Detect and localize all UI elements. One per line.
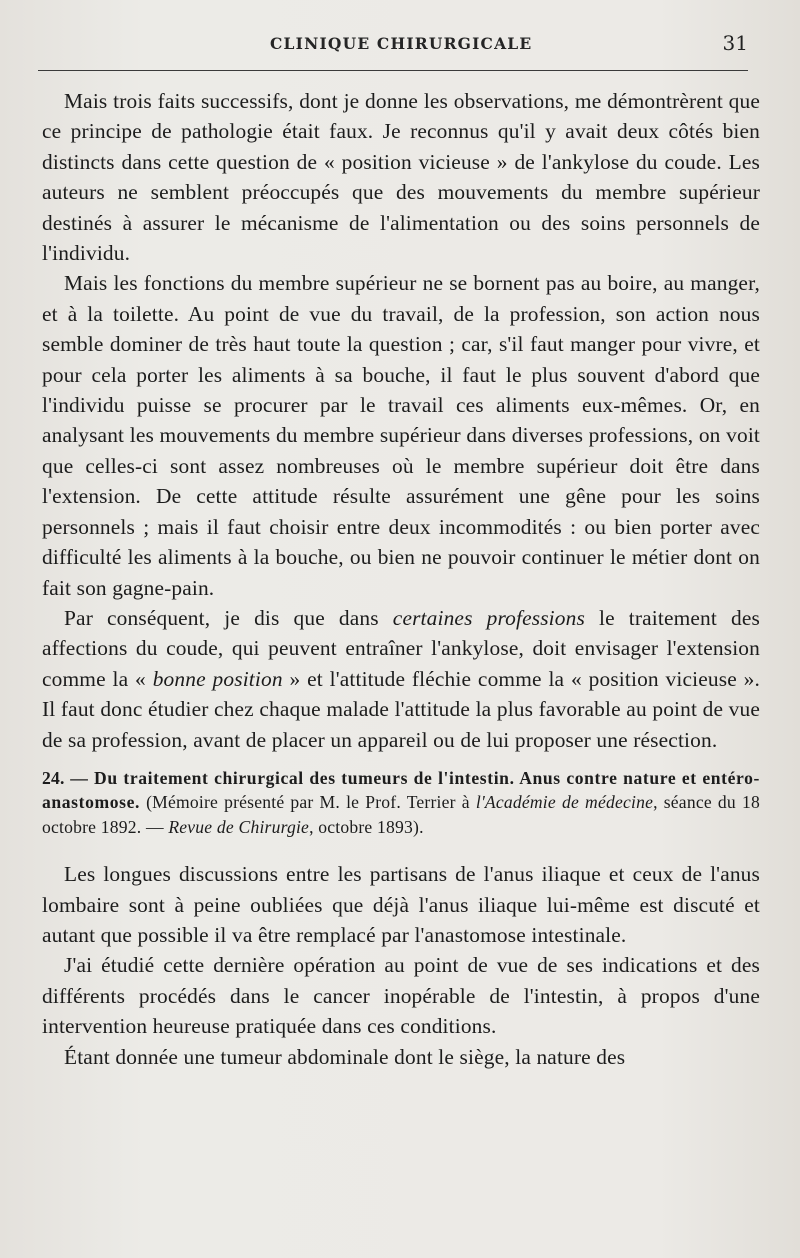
section-ref-e: , octobre 1893). [309, 816, 424, 837]
section-heading [42, 766, 760, 839]
paragraph-6: Étant donnée une tumeur abdominale dont le siège, la nature des [64, 1044, 626, 1069]
paragraph-5: J'ai étudié cette dernière opération au point de vue de ses indications et des différents procédés dans le cancer inopérable de l'intestin, à propos d'une intervention heureuse pratiquée dans ces conditions. [42, 953, 760, 1039]
header-rule [38, 70, 748, 71]
paragraph-3 [42, 603, 760, 755]
paragraph-1: Mais trois faits successifs, dont je donne les observations, me démontrèrent que ce principe de pathologie était faux. Je reconnus qu'il y avait deux côtés bien distincts dans cette question de « position vicieuse » de l'ankylose du coude. Les auteurs ne semblent préoccupés que des mouvements du membre supérieur destinés à assurer le mécanisme de l'alimentation ou des soins personnels de l'individu. [42, 89, 760, 266]
emphasis-bonne-position: bonne position [152, 666, 283, 691]
paragraph-4: Les longues discussions entre les partisans de l'anus iliaque et ceux de l'anus lombaire sont à peine oubliées que déjà l'anus iliaque lui-même est discuté et autant que possible il va être remplacé par l'anastomose intestinale. [42, 862, 760, 947]
paragraph-3-part-e: » et l'attitude fléchie comme la « position vicieuse ». Il faut donc étudier chez chaque malade l'attitude la plus favorable au point de vue de sa profession, avant de placer un appareil ou de lui proposer une résection. [42, 666, 760, 752]
running-title: CLINIQUE CHIRURGICALE [270, 34, 533, 53]
paragraph-3-part-a: Par conséquent, je dis que dans [64, 605, 393, 630]
paragraph-2: Mais les fonctions du membre supérieur ne se bornent pas au boire, au manger, et à la toilette. Au point de vue du travail, de la profession, son action nous semble dominer de très haut toute la question ; car, s'il faut manger pour vivre, et pour cela porter les aliments à sa bouche, il faut le plus souvent d'abord que l'individu puisse se procurer par le travail ces aliments eux-mêmes. Or, en analysant les mouvements du membre supérieur dans diverses professions, on voit que celles-ci sont assez nombreuses où le membre supérieur doit être dans l'extension. De cette attitude résulte assurément une gêne pour les soins personnels ; mais il faut choisir entre deux incommodités : ou bien porter avec difficulté les aliments à la bouche, ou bien ne pouvoir continuer le métier dont on fait son gagne-pain. [42, 271, 760, 600]
body-text [42, 86, 760, 1072]
section-ref-revue: Revue de Chirurgie [168, 816, 310, 837]
paragraph-3-part-c: le traitement des affections du coude, qui peuvent entraîner l'ankylose, doit envisager l'extension comme la « [42, 605, 761, 691]
section-number: 24. [42, 767, 65, 788]
section-ref-academie: l'Académie de médecine [475, 792, 654, 813]
section-ref-c: , séance du 18 octobre 1892. — [42, 792, 760, 837]
section-title: — Du traitement chirurgical des tumeurs de l'intestin. Anus contre nature et entéro-anastomose. [42, 767, 760, 813]
page-number: 31 [722, 31, 748, 55]
section-ref-a: (Mémoire présenté par M. le Prof. Terrier à [140, 792, 476, 813]
page-header [38, 28, 750, 68]
emphasis-certaines-professions: certaines professions [392, 605, 585, 630]
